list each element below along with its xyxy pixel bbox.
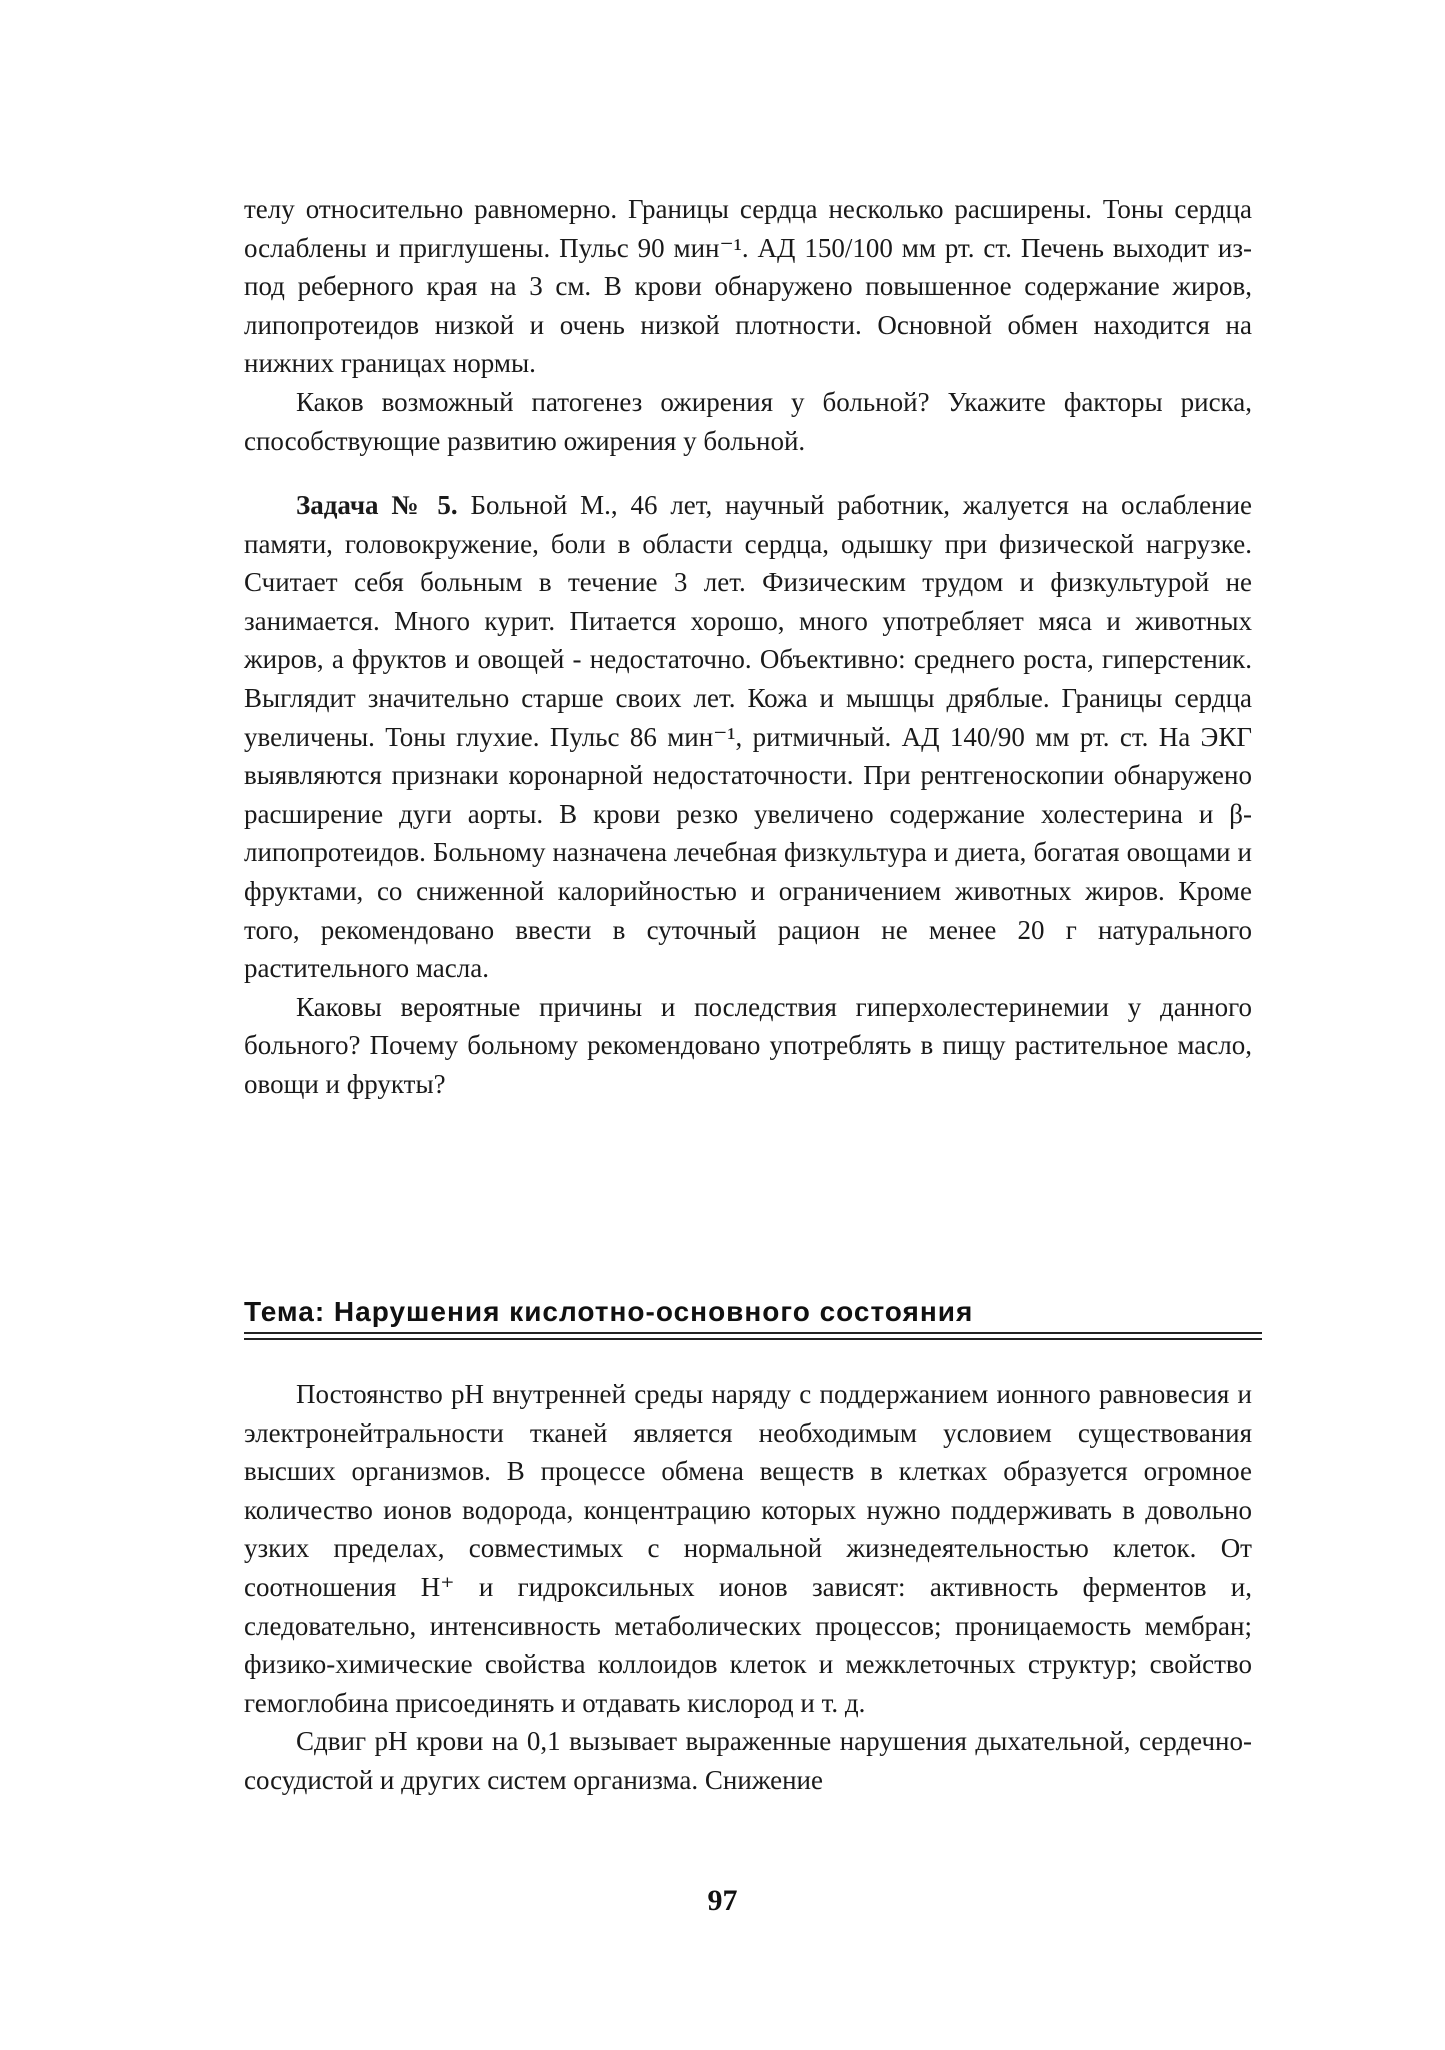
task-text: Больной М., 46 лет, научный работник, жалуется на ослабление памяти, головокружение, боли в области сердца, одышку при физической нагрузке. Считает себя больным в течение 3 лет. Физическим трудом и физкультурой не занимается. Много курит. Питается хорошо, много употребляет мяса и животных жиров, а фруктов и овощей - недостаточно. Объективно: среднего роста, гиперстеник. Выглядит значительно старше своих лет. Кожа и мышцы дряблые. Границы сердца увеличены. Тоны глухие. Пульс 86 мин⁻¹, ритмичный. АД 140/90 мм рт. ст. На ЭКГ выявляются признаки коронарной недостаточности. При рентгеноскопии обнаружено расширение дуги аорты. В крови резко увеличено содержание холестерина и β-липопротеидов. Больному назначена лечебная физкультура и диета, богатая овощами и фруктами, со сниженной калорийностью и ограничением животных жиров. Кроме того, рекомендовано ввести в суточный рацион не менее 20 г натурального растительного масла. xyxy=(244,490,1253,984)
paragraph: Каковы вероятные причины и последствия гиперхолестеринемии у данного больного? Почему больному рекомендовано употреблять в пищу растительное масло, овощи и фрукты? xyxy=(244,991,1252,1099)
heading-rule xyxy=(244,1332,1262,1334)
task-5 xyxy=(244,486,1252,1104)
paragraph: Постоянство pH внутренней среды наряду с поддержанием ионного равновесия и электронейтральности тканей является необходимым условием существования высших организмов. В процессе обмена веществ в клетках образуется огромное количество ионов водорода, концентрацию которых нужно поддерживать в довольно узких пределах, совместимых с нормальной жизнедеятельностью клеток. От соотношения H⁺ и гидроксильных ионов зависят: активность ферментов и, следовательно, интенсивность метаболических процессов; проницаемость мембран; физико-химические свойства коллоидов клеток и межклеточных структур; свойство гемоглобина присоединять и отдавать кислород и т. д. xyxy=(244,1379,1252,1718)
heading-rule xyxy=(244,1338,1262,1340)
topic-body xyxy=(244,1375,1252,1800)
text-block-continuation xyxy=(244,190,1252,460)
page-number: 97 xyxy=(707,1884,738,1917)
paragraph: телу относительно равномерно. Границы сердца несколько расширены. Тоны сердца ослаблены и приглушены. Пульс 90 мин⁻¹. АД 150/100 мм рт. ст. Печень выходит из-под реберного края на 3 см. В крови обнаружено повышенное содержание жиров, липопротеидов низкой и очень низкой плотности. Основной обмен находится на нижних границах нормы. xyxy=(244,194,1252,379)
task-label: Задача № 5. xyxy=(296,490,458,520)
task-paragraph xyxy=(244,486,1252,988)
section-heading: Тема: Нарушения кислотно-основного состояния xyxy=(244,1296,974,1327)
paragraph: Сдвиг pH крови на 0,1 вызывает выраженные нарушения дыхательной, сердечно-сосудистой и других систем организма. Снижение xyxy=(244,1726,1252,1795)
paragraph: Каков возможный патогенез ожирения у больной? Укажите факторы риска, способствующие развитию ожирения у больной. xyxy=(244,386,1252,456)
